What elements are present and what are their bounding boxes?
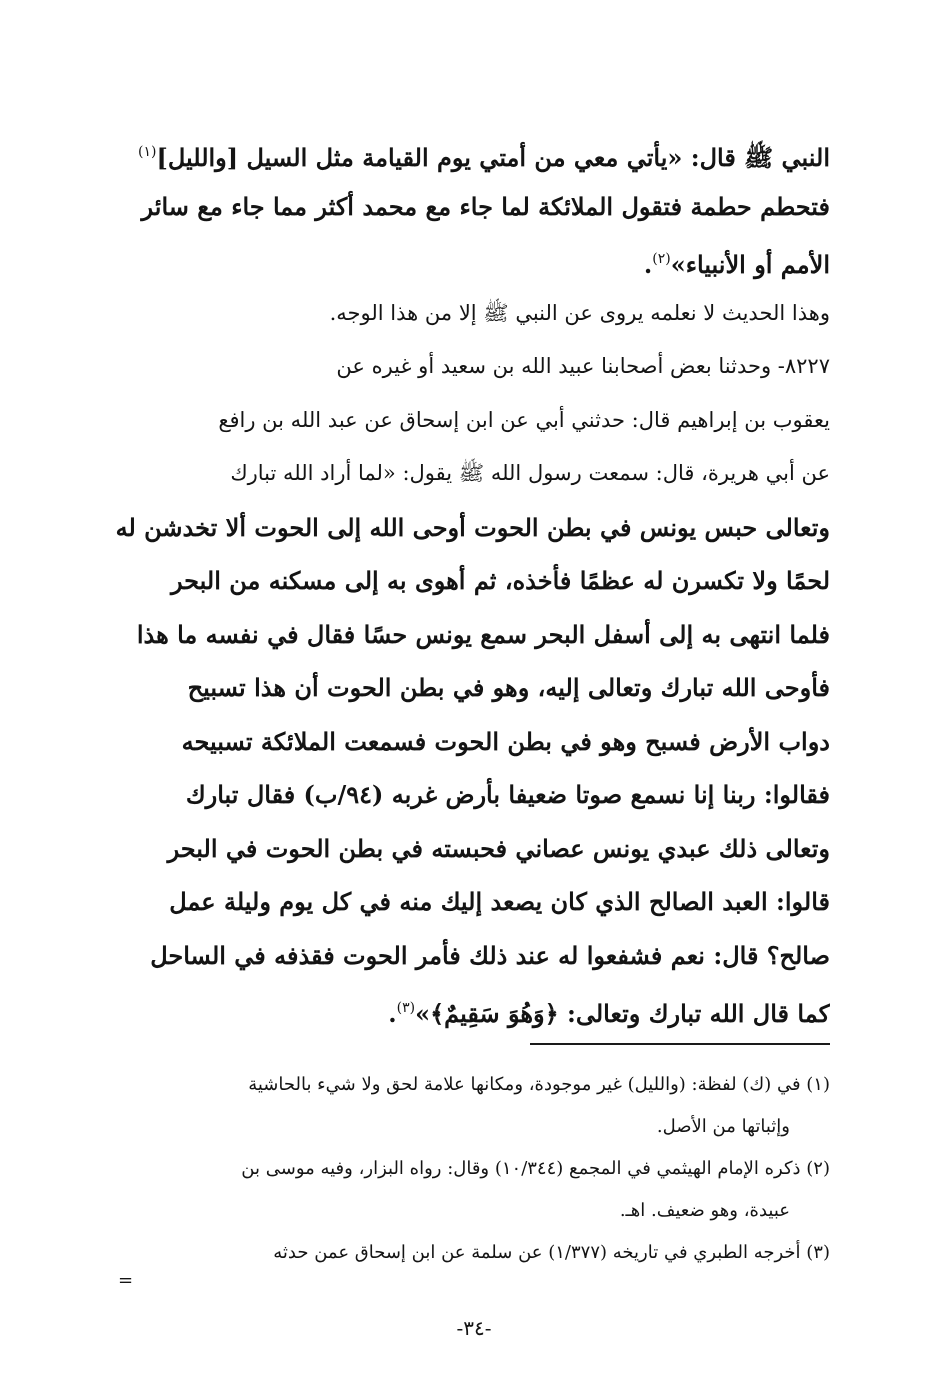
page-number: -٣٤- (456, 1316, 492, 1340)
text-line: لحمًا ولا تكسرن له عظمًا فأخذه، ثم أهوى به إلى مسكنه من البحر (170, 566, 830, 595)
text-line: فأوحى الله تبارك وتعالى إليه، وهو في بطن الحوت أن هذا تسبيح (187, 673, 830, 702)
footnotes (116, 1064, 830, 1274)
footnote-ref[interactable]: (١) (138, 144, 157, 160)
text-line: وتعالى ذلك عبدي يونس عصاني فحبسته في بطن الحوت في البحر (167, 833, 830, 863)
footnote-line: عبيدة، وهو ضعيف. اهـ. (619, 1200, 790, 1221)
footnote-ref[interactable]: (٢) (652, 251, 671, 267)
text-line: الأمم أو الأنبياء»$^{(٢)}$. (643, 250, 830, 279)
footnote-ref[interactable]: (٣) (396, 1000, 416, 1016)
footnote-line: وإثباتها من الأصل. (656, 1116, 790, 1137)
text-line: فلما انتهى به إلى أسفل البحر سمع يونس حسًا فقال في نفسه ما هذا (136, 619, 830, 649)
main-text (116, 126, 830, 1036)
text-line: وتعالى حبس يونس في بطن الحوت أوحى الله إلى الحوت ألا تخدشن له (116, 512, 830, 542)
text-line: ٨٢٢٧- وحدثنا بعض أصحابنا عبيد الله بن سعيد أو غيره عن (336, 354, 830, 378)
footnote-line: (٣) أخرجه الطبري في تاريخه (١/٣٧٧) عن سلمة عن ابن إسحاق عمن حدثه (273, 1242, 830, 1263)
text-line: النبي ﷺ قال: «يأتي معي من أمتي يوم القيامة مثل السيل [والليل]$^{(١)}$ (138, 143, 830, 172)
text-line: قالوا: العبد الصالح الذي كان يصعد إليك منه في كل يوم وليلة عمل (169, 887, 830, 916)
footnote-continuation-mark: = (118, 1270, 134, 1291)
text-line: كما قال الله تبارك وتعالى: ﴿وَهُوَ سَقِيمٌ﴾»$^{(٣)}$. (388, 999, 830, 1028)
text-line: دواب الأرض فسبح وهو في بطن الحوت فسمعت الملائكة تسبيحه (181, 726, 830, 756)
text-line: صالح؟ قال: نعم فشفعوا له عند ذلك فأمر الحوت فقذفه في الساحل (150, 940, 830, 970)
text-line: فقالوا: ربنا إنا نسمع صوتا ضعيفا بأرض غربه (٩٤/ب) فقال تبارك (185, 780, 830, 809)
footnote-line: (١) في (ك) لفظة: (والليل) غير موجودة، ومكانها علامة لحق ولا شيء بالحاشية (248, 1074, 830, 1095)
text-line: عن أبي هريرة، قال: سمعت رسول الله ﷺ يقول: «لما أراد الله تبارك (230, 461, 830, 485)
footnote-separator (530, 1043, 830, 1045)
text-line: فتحطم حطمة فتقول الملائكة لما جاء مع محمد أكثر مما جاء مع سائر (141, 191, 830, 221)
text-line: وهذا الحديث لا نعلمه يروى عن النبي ﷺ إلا من هذا الوجه. (329, 300, 830, 325)
footnote-line: (٢) ذكره الإمام الهيثمي في المجمع (١٠/٣٤٤) وقال: رواه البزار، وفيه موسى بن (241, 1158, 830, 1179)
text-line: يعقوب بن إبراهيم قال: حدثني أبي عن ابن إسحاق عن عبد الله بن رافع (218, 407, 830, 432)
